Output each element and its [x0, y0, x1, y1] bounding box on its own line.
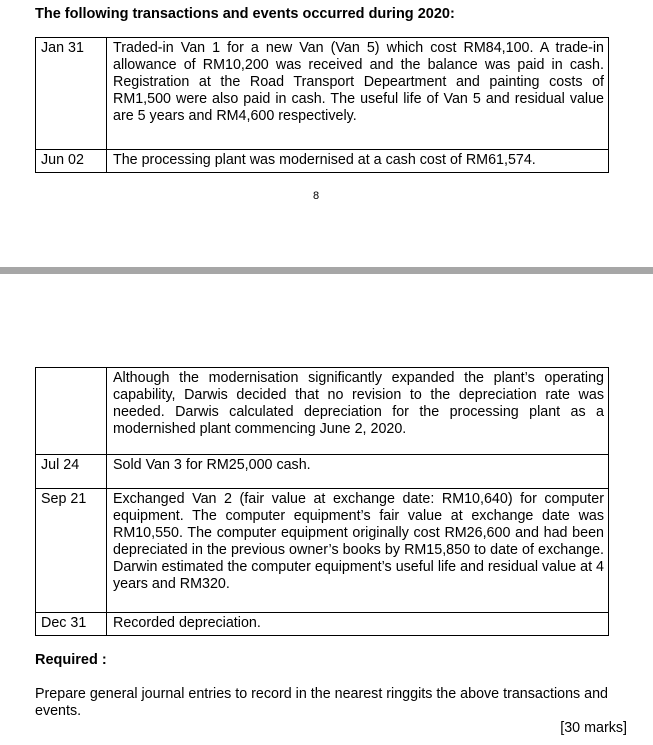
date-cell: Dec 31 [36, 613, 107, 636]
description-cell: Traded-in Van 1 for a new Van (Van 5) which cost RM84,100. A trade-in allowance of RM10,200 was received and the balance was paid in cash. Registration at the Road Transport Depeartment and painting costs of RM1,500 were also paid in cash. The useful life of Van 5 and residual value are 5 years and RM4,600 respectively. [107, 38, 609, 150]
instruction-text: Prepare general journal entries to record in the nearest ringgits the above transactions and events. [35, 686, 609, 719]
date-cell: Sep 21 [36, 489, 107, 613]
page-number: 8 [313, 190, 320, 202]
table-row [36, 489, 609, 613]
required-label: Required : [35, 652, 107, 668]
description-cell: The processing plant was modernised at a cash cost of RM61,574. [107, 150, 609, 173]
date-cell: Jul 24 [36, 455, 107, 489]
table-row [36, 150, 609, 173]
description-cell: Sold Van 3 for RM25,000 cash. [107, 455, 609, 489]
table-row [36, 455, 609, 489]
page-separator [0, 267, 653, 274]
date-cell: Jan 31 [36, 38, 107, 150]
transactions-table-top [35, 37, 609, 173]
table-row [36, 613, 609, 636]
date-cell [36, 368, 107, 455]
table-row [36, 368, 609, 455]
description-cell: Exchanged Van 2 (fair value at exchange date: RM10,640) for computer equipment. The computer equipment’s fair value at exchange date was RM10,550. The computer equipment originally cost RM26,600 and had been depreciated in the previous owner’s books by RM15,850 to date of exchange. Darwin estimated the computer equipment’s useful life and residual value at 4 years and RM320. [107, 489, 609, 613]
description-cell: Although the modernisation significantly expanded the plant’s operating capability, Darwis decided that no revision to the depreciation rate was needed. Darwis calculated depreciation for the processing plant as a modernished plant commencing June 2, 2020. [107, 368, 609, 455]
transactions-table-bottom [35, 367, 609, 636]
date-cell: Jun 02 [36, 150, 107, 173]
marks-label: [30 marks] [560, 720, 627, 736]
table-row [36, 38, 609, 150]
description-cell: Recorded depreciation. [107, 613, 609, 636]
section-heading: The following transactions and events occurred during 2020: [35, 6, 455, 22]
